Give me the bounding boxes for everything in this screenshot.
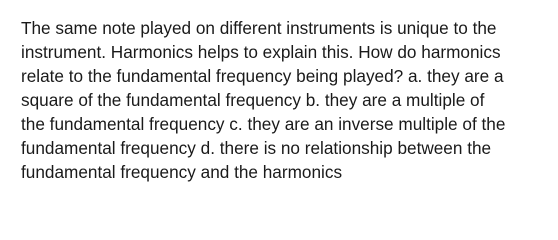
question-line: fundamental frequency and the harmonics [21,162,343,182]
question-line: The same note played on different instruments is unique to the [21,18,497,38]
question-line: square of the fundamental frequency b. they are a multiple of [21,90,485,110]
question-text [21,16,541,184]
question-line: fundamental frequency d. there is no relationship between the [21,138,492,158]
question-line: relate to the fundamental frequency being played? a. they are a [21,66,504,86]
question-line: instrument. Harmonics helps to explain this. How do harmonics [21,42,501,62]
question-line: the fundamental frequency c. they are an inverse multiple of the [21,114,506,134]
